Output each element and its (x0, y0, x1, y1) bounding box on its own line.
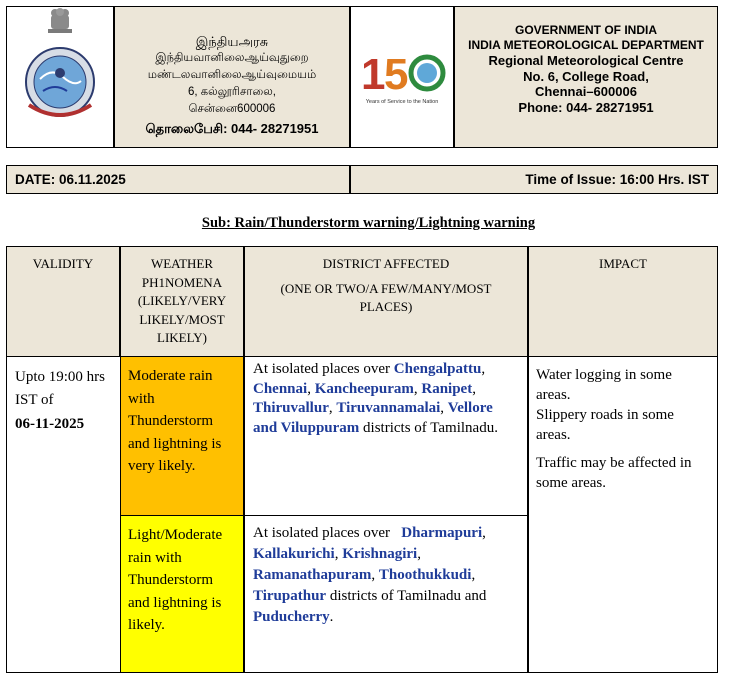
col-header-weather: WEATHER PH1NOMENA (LIKELY/VERY LIKELY/MOST LIKELY) (120, 246, 244, 357)
imd-title: INDIA METEOROLOGICAL DEPARTMENT (468, 38, 704, 52)
district-suffix: districts of Tamilnadu and (329, 588, 487, 604)
svg-text:5: 5 (384, 50, 409, 99)
logo-150-caption: Years of Service to the Nation (365, 99, 439, 105)
impact-text-1: Water logging in some areas. Slippery roads in some areas. (536, 367, 674, 443)
tamil-address-block (114, 6, 350, 148)
district-header-title: DISTRICT AFFECTED (322, 256, 450, 271)
col-header-district (244, 246, 528, 357)
tamil-line: மண்டலவானிலைஆய்வுமையம் (147, 69, 317, 81)
imd-150-years-logo (351, 7, 453, 147)
tamil-line: சென்னை600006 (188, 103, 276, 115)
district-name: Ranipet (421, 380, 473, 397)
col-header-validity: VALIDITY (6, 246, 120, 357)
weather-cell-orange: Moderate rain with Thunderstorm and lightning is very likely. (120, 356, 244, 516)
district-header-sub: (ONE OR TWO/A FEW/MANY/MOST PLACES) (280, 280, 492, 314)
district-name: Thiruvallur (253, 400, 329, 416)
address-city: Chennai–600006 (535, 84, 637, 99)
validity-cell (6, 356, 121, 673)
district-prefix: At isolated places over (253, 525, 391, 541)
address-line: No. 6, College Road, (523, 68, 649, 84)
district-name: Chennai (253, 380, 308, 397)
logo-150-number: 1 (361, 50, 386, 99)
imd-emblem-cell (6, 6, 114, 148)
district-name: Tirupathur (253, 588, 327, 604)
district-name: Tiruvannamalai (336, 400, 441, 416)
district-end: . (329, 609, 334, 625)
district-prefix: At isolated places over (253, 361, 391, 377)
district-name: Kancheepuram (314, 380, 414, 397)
tamil-line: இந்தியஅரசு (195, 34, 269, 49)
validity-text: Upto 19:00 hrs IST of (15, 369, 105, 408)
district-cell-row2: At isolated places over Dharmapuri, Kallakurichi, Krishnagiri, Ramanathapuram, Thoothukkudi, Tirupathur districts of Tamilnadu and Puducherry. (244, 515, 528, 673)
phone-line: Phone: 044- 28271951 (518, 99, 654, 115)
district-name: Krishnagiri (342, 546, 418, 562)
issue-date: DATE: 06.11.2025 (6, 165, 350, 194)
district-name: Puducherry (253, 609, 330, 625)
district-suffix: districts of Tamilnadu. (363, 419, 498, 436)
district-name: Chengalpattu (393, 361, 482, 377)
district-cell-row1: At isolated places over Chengalpattu, Chennai, Kancheepuram, Ranipet, Thiruvallur, Tiruvannamalai, Vellore and Viluppuram districts of Tamilnadu. (244, 356, 528, 516)
district-name: Vellore and Viluppuram (253, 400, 493, 436)
imd-150-logo-cell (350, 6, 454, 148)
district-name: Thoothukkudi (378, 567, 472, 583)
rmc-title: Regional Meteorological Centre (488, 53, 684, 68)
govt-title: GOVERNMENT OF INDIA (514, 23, 657, 37)
subject-line: Sub: Rain/Thunderstorm warning/Lightning warning (201, 215, 536, 231)
district-name: Kallakurichi (253, 546, 335, 562)
tamil-line: 6, கல்லூரிசாலை, (187, 86, 277, 98)
weather-cell-yellow: Light/Moderate rain with Thunderstorm and lightning is likely. (120, 515, 244, 673)
issue-time: Time of Issue: 16:00 Hrs. IST (350, 165, 718, 194)
validity-date: 06-11-2025 (15, 416, 85, 432)
district-name: Dharmapuri (401, 525, 483, 541)
english-address-block (454, 6, 718, 148)
tamil-phone: தொலைபேசி: 044- 28271951 (145, 121, 319, 136)
district-name: Ramanathapuram (253, 567, 372, 583)
col-header-impact: IMPACT (528, 246, 718, 357)
impact-text-2: Traffic may be affected in some areas. (536, 455, 692, 491)
tamil-line: இந்தியவானிலைஆய்வுதுறை (155, 52, 309, 64)
imd-emblem-icon (7, 7, 113, 147)
impact-cell (528, 356, 718, 673)
